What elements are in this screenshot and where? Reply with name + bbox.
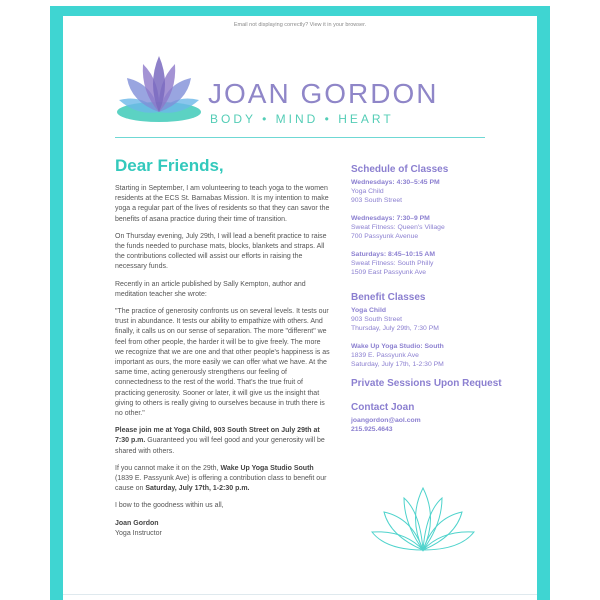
contact-email-link[interactable]: joangordon@aol.com: [351, 417, 421, 424]
benefit-address: 903 South Street: [351, 316, 403, 323]
lotus-outline-icon: [368, 484, 478, 559]
letter-paragraph: Starting in September, I am volunteering to teach yoga to the women residents at the ECS St. Barnabas Mission. It is my intention to make yoga a regular part of the lives of residents so that they can savor the benefits of asana practice during their time of transition.: [115, 185, 330, 223]
private-sessions-title: Private Sessions Upon Request: [351, 378, 502, 389]
schedule-venue: Sweat Fitness: South Philly: [351, 260, 434, 267]
contact-phone[interactable]: 215.925.4643: [351, 426, 393, 433]
invite-rest: Guaranteed you will feel good and your generosity will be shared with others.: [115, 437, 325, 455]
letter-paragraph: On Thursday evening, July 29th, I will lead a benefit practice to raise the funds needed to purchase mats, blocks, blankets and straps. All the contributions collected will assist our efforts in raising the necessary funds.: [115, 232, 327, 271]
letter-body: [115, 156, 331, 539]
alt-text: (1839 E. Passyunk Ave) is offering a contribution class to benefit our cause on: [115, 475, 327, 493]
letter-paragraph: [115, 464, 331, 495]
schedule-venue: Sweat Fitness: Queen's Village: [351, 224, 445, 231]
header-divider: [115, 137, 485, 138]
brand-name: JOAN GORDON: [208, 78, 439, 109]
benefit-date: Saturday, July 17th, 1-2:30 PM: [351, 361, 444, 368]
schedule-venue: Yoga Child: [351, 188, 384, 195]
email-frame: [50, 6, 550, 600]
schedule-address: 903 South Street: [351, 197, 403, 204]
sidebar: [351, 164, 531, 434]
schedule-time: Wednesdays: 4:30–5:45 PM: [351, 179, 440, 186]
benefit-venue: Yoga Child: [351, 307, 386, 314]
email-card: [63, 16, 537, 600]
schedule-time: Saturdays: 8:45–10:15 AM: [351, 251, 435, 258]
closing: I bow to the goodness within us all,: [115, 502, 224, 510]
lotus-logo-icon: [113, 56, 205, 126]
quote-paragraph: "The practice of generosity confronts us on several levels. It tests our trust in abundance. It tests our ability to empathize with others. And finally, it calls us on our sense of separation. The more "different" we feel from other people, the harder it will be to give freely. The more we recognize that we are one and that other people's happiness is as important as ours, the more easily we can offer what we have. At the same time, acting generously strengthens our feeling of connectedness to the rest of the world. That's the true fruit of practicing generosity. Sooner or later, it will give us the insight that giving to others is really giving to ourselves because in truth there is no other.": [115, 308, 330, 418]
alt-text: If you cannot make it on the 29th,: [115, 464, 221, 472]
schedule-time: Wednesdays: 7:30–9 PM: [351, 215, 430, 222]
contact-title: Contact Joan: [351, 402, 415, 413]
letter-paragraph: [115, 426, 331, 457]
benefit-title: Benefit Classes: [351, 292, 426, 303]
benefit-item: [351, 342, 531, 369]
footer-divider: [63, 594, 537, 595]
schedule-address: 700 Passyunk Avenue: [351, 233, 419, 240]
alt-date: Saturday, July 17th, 1-2:30 p.m.: [145, 485, 250, 493]
schedule-item: [351, 250, 531, 277]
signature-name: Joan Gordon: [115, 519, 159, 527]
signature: [115, 519, 331, 539]
benefit-date: Thursday, July 29th, 7:30 PM: [351, 325, 439, 332]
benefit-item: [351, 306, 531, 333]
letter-paragraph: Recently in an article published by Sally Kempton, author and meditation teacher she wrote:: [115, 280, 306, 298]
benefit-venue: Wake Up Yoga Studio: South: [351, 343, 444, 350]
alt-studio: Wake Up Yoga Studio South: [220, 464, 314, 472]
benefit-address: 1839 E. Passyunk Ave: [351, 352, 419, 359]
signature-title: Yoga Instructor: [115, 529, 162, 537]
schedule-item: [351, 214, 531, 241]
schedule-item: [351, 178, 531, 205]
greeting: Dear Friends,: [115, 156, 224, 175]
schedule-title: Schedule of Classes: [351, 164, 449, 175]
brand-tagline: BODY • MIND • HEART: [210, 112, 394, 126]
brand-logo: [113, 56, 493, 126]
schedule-address: 1509 East Passyunk Ave: [351, 269, 427, 276]
invite-bold: Please join me at Yoga Child, 903 South Street on July 29th at 7:30 p.m.: [115, 427, 320, 445]
view-in-browser-link[interactable]: Email not displaying correctly? View it in your browser.: [233, 22, 367, 28]
